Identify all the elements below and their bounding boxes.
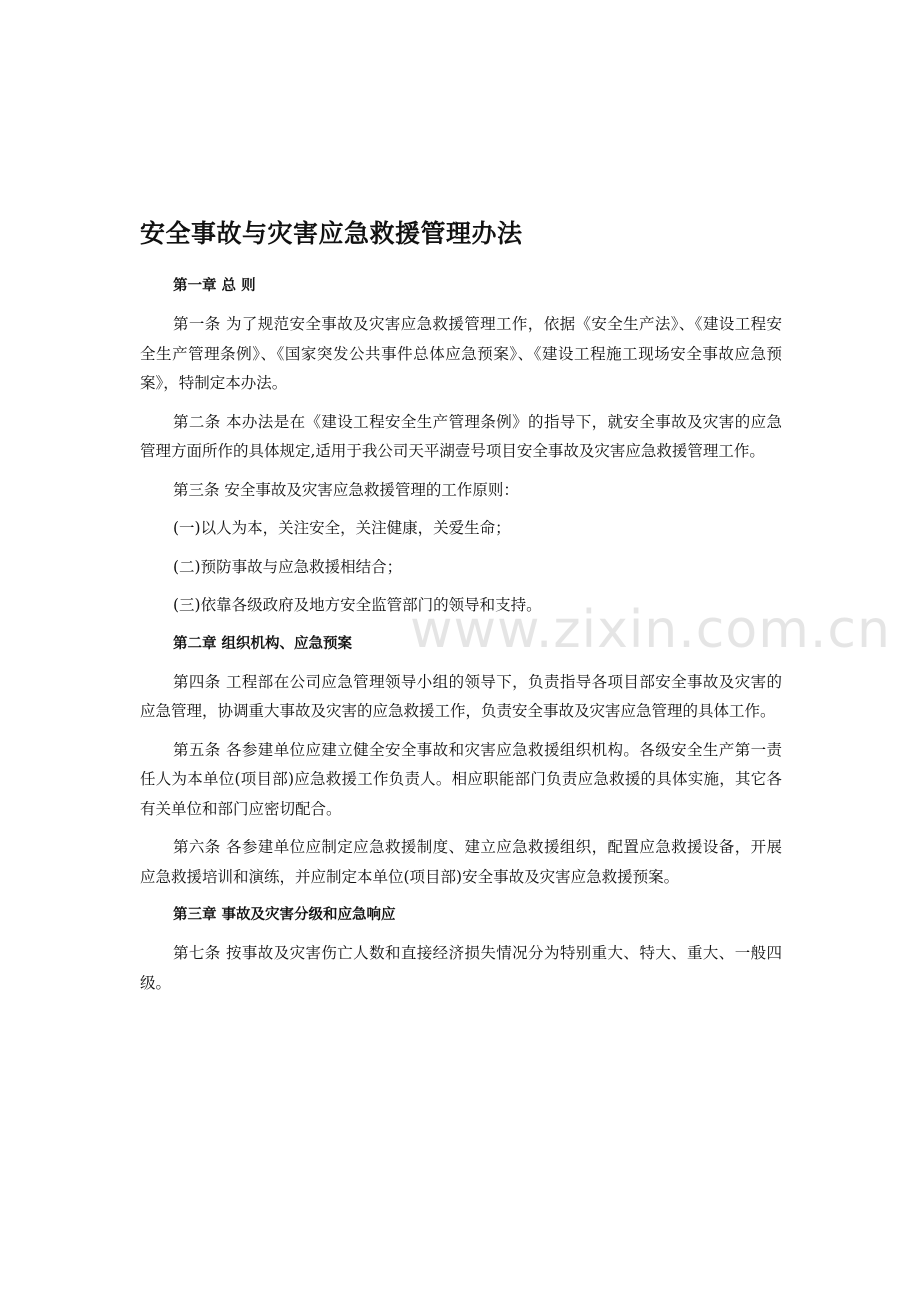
chapter-heading: 第二章 组织机构、应急预案	[173, 635, 353, 652]
article-paragraph: 第五条 各参建单位应建立健全安全事故和灾害应急救援组织机构。各级安全生产第一责任人为本单位(项目部)应急救援工作负责人。相应职能部门负责应急救援的具体实施，其它各有关单位和部门应密切配合。	[140, 740, 782, 818]
document-body	[140, 214, 782, 1007]
watermark: www.zixin.com.cn	[410, 600, 891, 660]
article-paragraph: 第四条 工程部在公司应急管理领导小组的领导下，负责指导各项目部安全事故及灾害的应急管理，协调重大事故及灾害的应急救援工作，负责安全事故及灾害应急管理的具体工作。	[140, 672, 782, 720]
article-paragraph: 第三条 安全事故及灾害应急救援管理的工作原则：	[173, 480, 519, 499]
principle-item: (二)预防事故与应急救援相结合；	[173, 557, 403, 576]
chapter-heading: 第一章 总 则	[173, 278, 256, 294]
chapter-heading: 第三章 事故及灾害分级和应急响应	[173, 907, 396, 923]
article-paragraph: 第二条 本办法是在《建设工程安全生产管理条例》的指导下，就安全事故及灾害的应急管理方面所作的具体规定,适用于我公司天平湖壹号项目安全事故及灾害应急救援管理工作。	[140, 412, 782, 460]
principle-item: (三)依靠各级政府及地方安全监管部门的领导和支持。	[173, 596, 542, 614]
article-paragraph: 第七条 按事故及灾害伤亡人数和直接经济损失情况分为特别重大、特大、重大、一般四级。	[140, 944, 782, 992]
document-title: 安全事故与灾害应急救援管理办法	[140, 219, 523, 248]
principle-item: (一)以人为本，关注安全，关注健康，关爱生命；	[173, 519, 511, 537]
article-paragraph: 第六条 各参建单位应制定应急救援制度、建立应急救援组织，配置应急救援设备，开展应急救援培训和演练，并应制定本单位(项目部)安全事故及灾害应急救援预案。	[140, 838, 782, 886]
article-paragraph: 第一条 为了规范安全事故及灾害应急救援管理工作，依据《安全生产法》、《建设工程安全生产管理条例》、《国家突发公共事件总体应急预案》、《建设工程施工现场安全事故应急预案》，特制定本办法。	[140, 315, 782, 392]
